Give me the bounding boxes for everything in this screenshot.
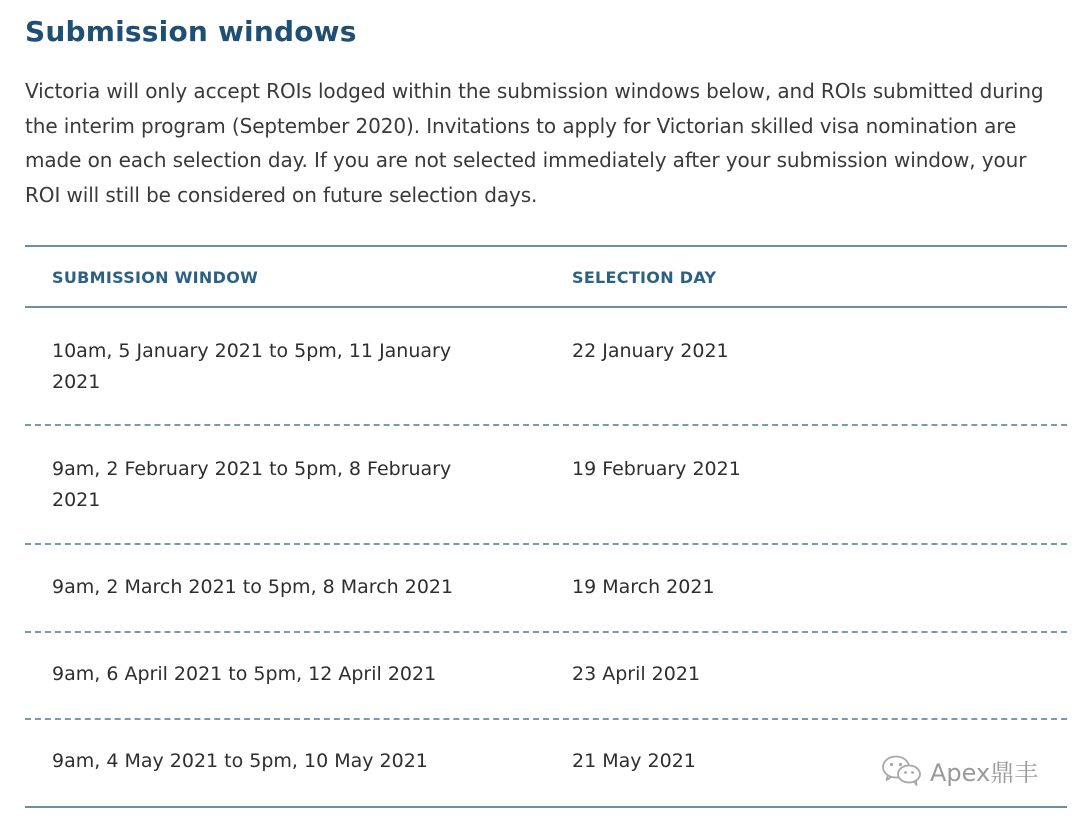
selection-day-cell: 23 April 2021 xyxy=(572,663,701,685)
intro-paragraph: Victoria will only accept ROIs lodged within the submission windows below, and ROIs submitted during the interim program (September 2020). Invitations to apply for Victorian skilled visa nomination are made on each selection day. If you are not selected immediately after your submission window, your ROI will still be considered on future selection days. xyxy=(25,79,1044,207)
submission-window-cell: 9am, 4 May 2021 to 5pm, 10 May 2021 xyxy=(52,750,428,772)
submission-window-cell: 9am, 6 April 2021 to 5pm, 12 April 2021 xyxy=(52,663,437,685)
table-row xyxy=(25,543,1067,631)
table-row xyxy=(25,424,1067,543)
selection-day-cell: 22 January 2021 xyxy=(572,340,729,362)
column-header-submission-window: SUBMISSION WINDOW xyxy=(52,268,259,287)
submission-windows-table xyxy=(25,245,1067,808)
watermark-text: Apex鼎丰 xyxy=(930,758,1039,787)
selection-day-cell: 19 February 2021 xyxy=(572,458,741,480)
table-row xyxy=(25,631,1067,718)
selection-day-cell: 21 May 2021 xyxy=(572,750,696,772)
page-title: Submission windows xyxy=(25,15,357,48)
table-header xyxy=(25,247,1067,306)
wechat-icon xyxy=(880,754,924,786)
submission-window-cell: 10am, 5 January 2021 to 5pm, 11 January 2021 xyxy=(52,340,452,393)
submission-window-cell: 9am, 2 March 2021 to 5pm, 8 March 2021 xyxy=(52,576,454,598)
submission-window-cell: 9am, 2 February 2021 to 5pm, 8 February 2021 xyxy=(52,458,452,511)
table-row xyxy=(25,306,1067,424)
watermark xyxy=(880,752,1038,788)
column-header-selection-day: SELECTION DAY xyxy=(572,268,717,287)
table-bottom-rule xyxy=(25,806,1067,808)
selection-day-cell: 19 March 2021 xyxy=(572,576,715,598)
